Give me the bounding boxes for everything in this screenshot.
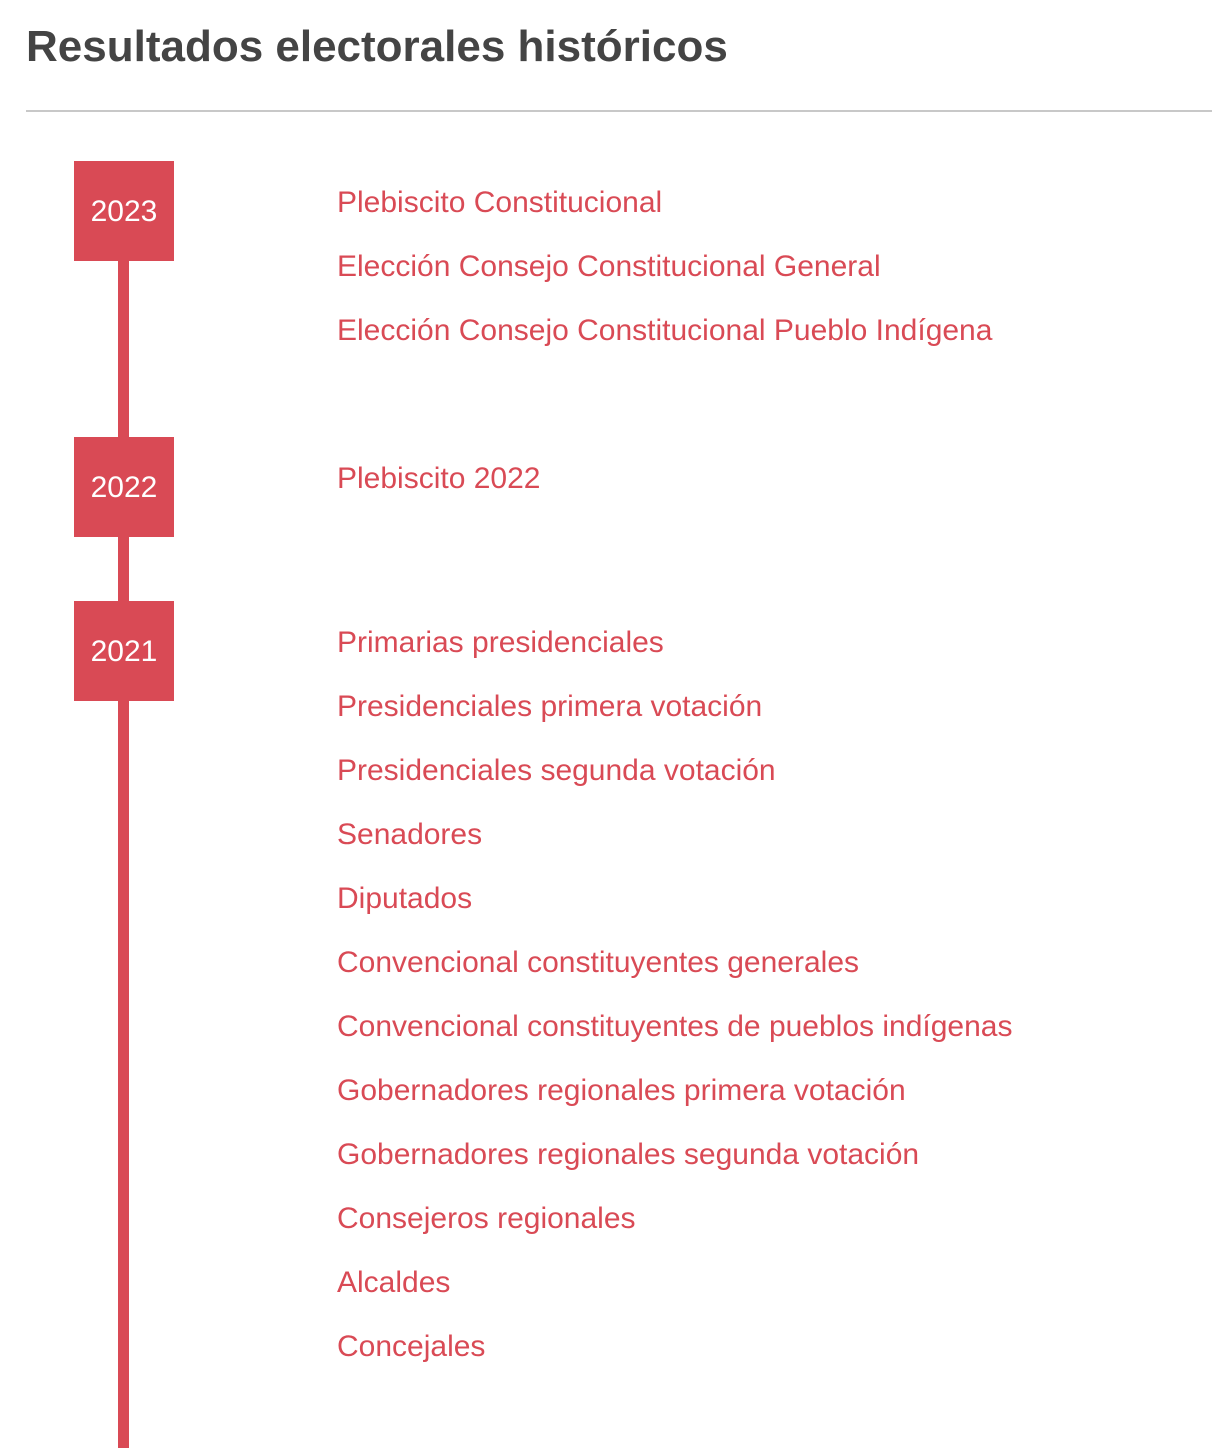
event-link[interactable]: Plebiscito 2022 <box>337 462 541 495</box>
event-list <box>337 457 540 521</box>
year-badge: 2021 <box>74 601 174 701</box>
event-link[interactable]: Convencional constituyentes de pueblos indígenas <box>337 1010 1013 1043</box>
year-badge: 2022 <box>74 437 174 537</box>
event-link[interactable]: Concejales <box>337 1330 486 1363</box>
event-link[interactable]: Gobernadores regionales primera votación <box>337 1074 906 1107</box>
event-link[interactable]: Gobernadores regionales segunda votación <box>337 1138 920 1171</box>
event-link[interactable]: Presidenciales segunda votación <box>337 754 776 787</box>
event-link[interactable]: Primarias presidenciales <box>337 626 664 659</box>
event-link[interactable]: Presidenciales primera votación <box>337 690 763 723</box>
event-list <box>337 621 1012 1389</box>
timeline-line <box>118 210 129 1448</box>
event-link[interactable]: Elección Consejo Constitucional General <box>337 250 881 283</box>
title-divider <box>26 110 1212 112</box>
event-link[interactable]: Plebiscito Constitucional <box>337 186 663 219</box>
event-link[interactable]: Senadores <box>337 818 483 851</box>
year-badge: 2023 <box>74 161 174 261</box>
event-link[interactable]: Alcaldes <box>337 1266 451 1299</box>
event-link[interactable]: Consejeros regionales <box>337 1202 636 1235</box>
event-link[interactable]: Elección Consejo Constitucional Pueblo Indígena <box>337 314 993 347</box>
page-title: Resultados electorales históricos <box>26 22 728 71</box>
event-link[interactable]: Diputados <box>337 882 473 915</box>
event-list <box>337 181 992 373</box>
event-link[interactable]: Convencional constituyentes generales <box>337 946 859 979</box>
